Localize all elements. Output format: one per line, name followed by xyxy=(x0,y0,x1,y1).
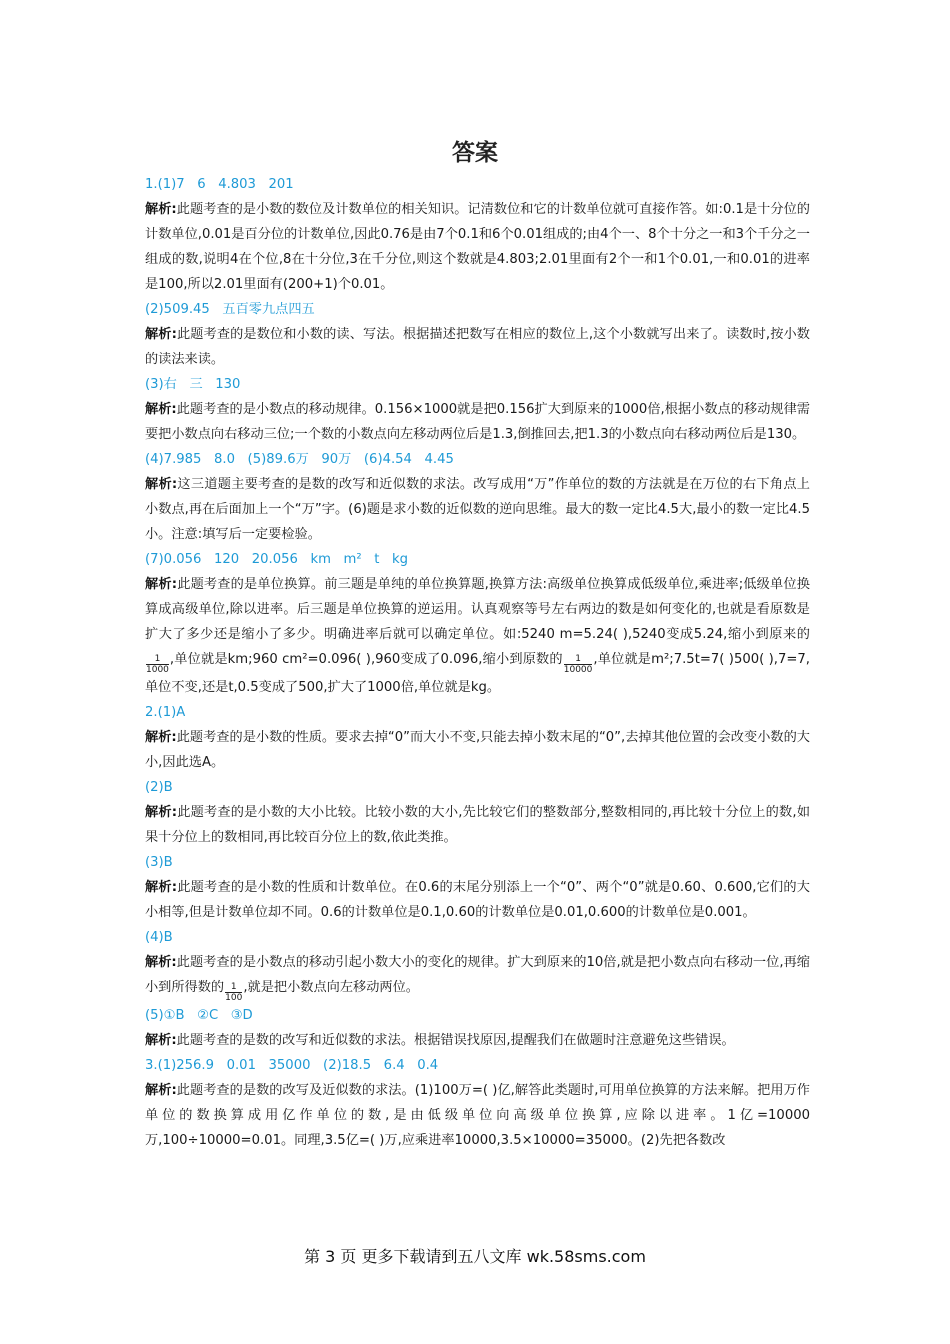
fraction xyxy=(564,654,593,675)
fraction-denominator: 1000 xyxy=(146,665,169,675)
explanation xyxy=(145,800,810,850)
explanation xyxy=(145,572,810,700)
explanation-text: ,单位就是m²;7.5t=7( )500( ),7=7,单位不变,还是t,0.5变成了500,扩大了1000倍,单位就是kg。 xyxy=(145,652,810,695)
page-footer: 第 3 页 更多下载请到五八文库 wk.58sms.com xyxy=(304,1247,646,1266)
explanation xyxy=(145,322,810,372)
fraction-numerator: 1 xyxy=(564,654,593,665)
explanation-text: 此题考查的是小数点的移动规律。0.156×1000就是把0.156扩大到原来的1000倍,根据小数点的移动规律需要把小数点向右移动三位;一个数的小数点向左移动两位后是1.3,倒推回去,把1.3的小数点向右移动两位后是130。 xyxy=(145,402,810,442)
explanation-label: 解析: xyxy=(145,202,177,217)
explanation-label: 解析: xyxy=(145,477,178,492)
fraction-numerator: 1 xyxy=(225,982,242,993)
answer-line: (5)①B ②C ③D xyxy=(145,1008,253,1023)
page-title: 答案 xyxy=(452,140,498,166)
explanation-text: 此题考查的是数位和小数的读、写法。根据描述把数写在相应的数位上,这个小数就写出来了。读数时,按小数的读法来读。 xyxy=(145,327,810,367)
explanation xyxy=(145,397,810,447)
answer-line: (4)7.985 8.0 (5)89.6万 90万 (6)4.54 4.45 xyxy=(145,452,454,467)
answer-line: 2.(1)A xyxy=(145,705,186,720)
fraction-denominator: 10000 xyxy=(563,665,593,675)
explanation-text: 这三道题主要考查的是数的改写和近似数的求法。改写成用“万”作单位的数的方法就是在万位的右下角点上小数点,再在后面加上一个“万”字。(6)题是求小数的近似数的逆向思维。最大的数一定比4.5大,最小的数一定比4.5小。注意:填写后一定要检验。 xyxy=(145,477,810,542)
explanation xyxy=(145,472,810,547)
explanation-label: 解析: xyxy=(145,880,178,895)
answer-line: (4)B xyxy=(145,930,173,945)
explanation-label: 解析: xyxy=(145,327,177,342)
answer-line: (3)右 三 130 xyxy=(145,377,241,392)
answer-line: (2)B xyxy=(145,780,173,795)
explanation xyxy=(145,197,810,297)
fraction-denominator: 100 xyxy=(225,993,243,1003)
explanation-label: 解析: xyxy=(145,577,178,592)
explanation xyxy=(145,725,810,775)
explanation-text: 此题考查的是数的改写及近似数的求法。(1)100万=( )亿,解答此类题时,可用单位换算的方法来解。把用万作单位的数换算成用亿作单位的数,是由低级单位向高级单位换算,应除以进率。1亿=10000万,100÷10000=0.01。同理,3.5亿=( )万,应乘进率10000,3.5×10000=35000。(2)先把各数改 xyxy=(145,1083,810,1148)
explanation xyxy=(145,1078,810,1153)
explanation-text: 此题考查的是小数的数位及计数单位的相关知识。记清数位和它的计数单位就可直接作答。如:0.1是十分位的计数单位,0.01是百分位的计数单位,因此0.76是由7个0.1和6个0.01组成的;由4个一、8个十分之一和3个千分之一组成的数,说明4在个位,8在十分位,3在千分位,则这个数就是4.803;2.01里面有2个一和1个0.01,一和0.01的进率是100,所以2.01里面有(200+1)个0.01。 xyxy=(145,202,810,292)
explanation-label: 解析: xyxy=(145,1083,177,1098)
explanation-label: 解析: xyxy=(145,1033,177,1048)
explanation-text: 此题考查的是小数的性质。要求去掉“0”而大小不变,只能去掉小数末尾的“0”,去掉其他位置的会改变小数的大小,因此选A。 xyxy=(145,730,810,770)
fraction-numerator: 1 xyxy=(146,654,169,665)
explanation-text: 此题考查的是数的改写和近似数的求法。根据错误找原因,提醒我们在做题时注意避免这些错误。 xyxy=(176,1033,735,1048)
explanation xyxy=(145,1028,810,1053)
answer-line: (7)0.056 120 20.056 km m² t kg xyxy=(145,552,408,567)
explanation-text: 此题考查的是单位换算。前三题是单纯的单位换算题,换算方法:高级单位换算成低级单位,乘进率;低级单位换算成高级单位,除以进率。后三题是单位换算的逆运用。认真观察等号左右两边的数是如何变化的,也就是看原数是扩大了多少还是缩小了多少。明确进率后就可以确定单位。如:5240 m=5.24( ),5240变成5.24,缩小到原来的 xyxy=(145,577,810,642)
answer-line: 3.(1)256.9 0.01 35000 (2)18.5 6.4 0.4 xyxy=(145,1058,439,1073)
fraction xyxy=(225,982,242,1003)
explanation xyxy=(145,875,810,925)
explanation-text: 此题考查的是小数的大小比较。比较小数的大小,先比较它们的整数部分,整数相同的,再比较十分位上的数,如果十分位上的数相同,再比较百分位上的数,依此类推。 xyxy=(145,805,811,845)
explanation-text: 此题考查的是小数的性质和计数单位。在0.6的末尾分别添上一个“0”、两个“0”就是0.60、0.600,它们的大小相等,但是计数单位却不同。0.6的计数单位是0.1,0.60的计数单位是0.01,0.600的计数单位是0.001。 xyxy=(145,880,810,920)
answer-line: (2)509.45 五百零九点四五 xyxy=(145,302,315,317)
answer-line: 1.(1)7 6 4.803 201 xyxy=(145,177,294,192)
explanation-label: 解析: xyxy=(145,805,178,820)
answer-content xyxy=(145,172,810,1153)
answer-line: (3)B xyxy=(145,855,173,870)
explanation-text: ,就是把小数点向左移动两位。 xyxy=(243,980,419,995)
explanation-text: 此题考查的是小数点的移动引起小数大小的变化的规律。扩大到原来的10倍,就是把小数点向右移动一位,再缩小到所得数的 xyxy=(145,955,810,995)
explanation-label: 解析: xyxy=(145,402,177,417)
explanation-label: 解析: xyxy=(145,955,177,970)
explanation xyxy=(145,950,810,1003)
explanation-label: 解析: xyxy=(145,730,177,745)
fraction xyxy=(146,654,169,675)
explanation-text: ,单位就是km;960 cm²=0.096( ),960变成了0.096,缩小到原数的 xyxy=(169,652,563,667)
